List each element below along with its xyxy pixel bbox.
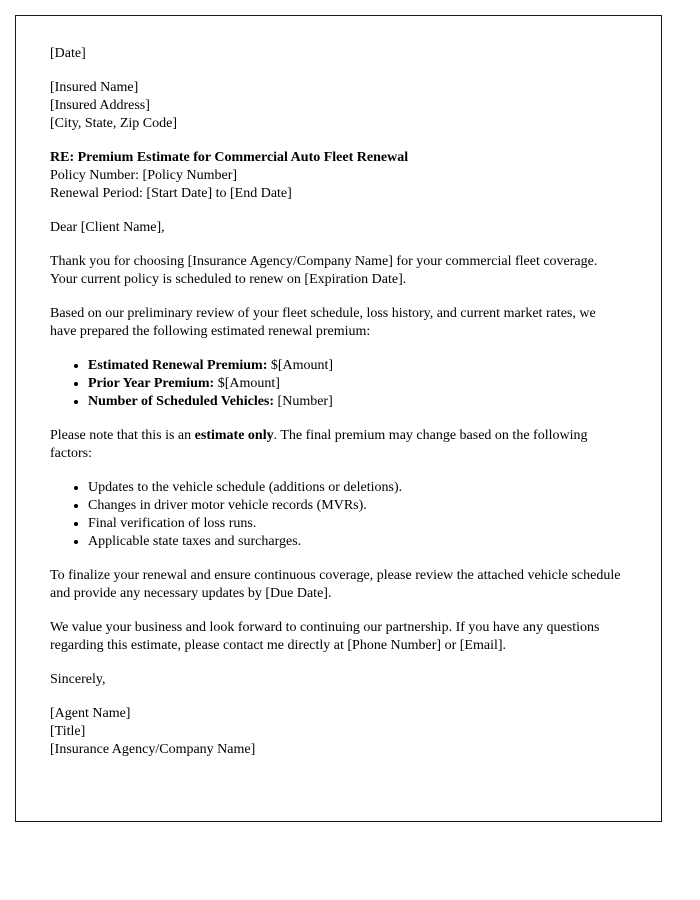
subject-block — [50, 149, 625, 203]
paragraph-finalize: To finalize your renewal and ensure continuous coverage, please review the attached vehicle schedule and provide any necessary updates by [Due Date]. — [50, 568, 621, 601]
subject-re-line: RE: Premium Estimate for Commercial Auto Fleet Renewal — [50, 150, 409, 165]
signature-agent-name: [Agent Name] — [50, 706, 131, 721]
letter-page — [15, 15, 662, 822]
subject-renewal-period-line: Renewal Period: [Start Date] to [End Date] — [50, 186, 292, 201]
bullet-value: [Number] — [274, 394, 333, 409]
signoff: Sincerely, — [50, 672, 106, 687]
signature-company: [Insurance Agency/Company Name] — [50, 742, 256, 757]
note-text-pre: Please note that this is an — [50, 428, 195, 443]
list-item-loss-runs: • Final verification of loss runs. — [88, 515, 625, 533]
recipient-block — [50, 79, 625, 133]
paragraph-estimate-note — [50, 427, 625, 463]
signature-title: [Title] — [50, 724, 86, 739]
premium-summary-list — [50, 357, 625, 411]
list-item-scheduled-vehicles — [88, 393, 625, 411]
list-item-mvr-changes: • Changes in driver motor vehicle records (MVRs). — [88, 497, 625, 515]
list-item-vehicle-schedule-updates: • Updates to the vehicle schedule (additions or deletions). — [88, 479, 625, 497]
bullet-value: $[Amount] — [214, 376, 280, 391]
bullet-value: $[Amount] — [267, 358, 334, 373]
note-text-post: . The final premium may change based on the following factors: — [50, 428, 588, 461]
list-item-estimated-renewal-premium — [88, 357, 625, 375]
bullet-label: Number of Scheduled Vehicles: — [88, 394, 275, 409]
paragraph-closing: We value your business and look forward to continuing our partnership. If you have any questions regarding this estimate, please contact me directly at [Phone Number] or [Email]. — [50, 620, 600, 653]
salutation: Dear [Client Name], — [50, 220, 165, 235]
list-item-prior-year-premium — [88, 375, 625, 393]
bullet-label: Estimated Renewal Premium: — [88, 358, 268, 373]
recipient-address: [Insured Address] — [50, 98, 150, 113]
factors-list — [50, 479, 625, 551]
note-text-bold: estimate only — [194, 428, 274, 443]
subject-policy-number-line: Policy Number: [Policy Number] — [50, 168, 238, 183]
signature-block — [50, 705, 625, 759]
paragraph-estimate-intro: Based on our preliminary review of your fleet schedule, loss history, and current market rates, we have prepared the following estimated renewal premium: — [50, 306, 596, 339]
date-line: [Date] — [50, 46, 86, 61]
recipient-name: [Insured Name] — [50, 80, 139, 95]
paragraph-intro: Thank you for choosing [Insurance Agency/Company Name] for your commercial fleet coverage. Your current policy is scheduled to renew on [Expiration Date]. — [50, 254, 598, 287]
bullet-label: Prior Year Premium: — [88, 376, 215, 391]
list-item-taxes-surcharges: • Applicable state taxes and surcharges. — [88, 533, 625, 551]
recipient-city-state-zip: [City, State, Zip Code] — [50, 116, 178, 131]
